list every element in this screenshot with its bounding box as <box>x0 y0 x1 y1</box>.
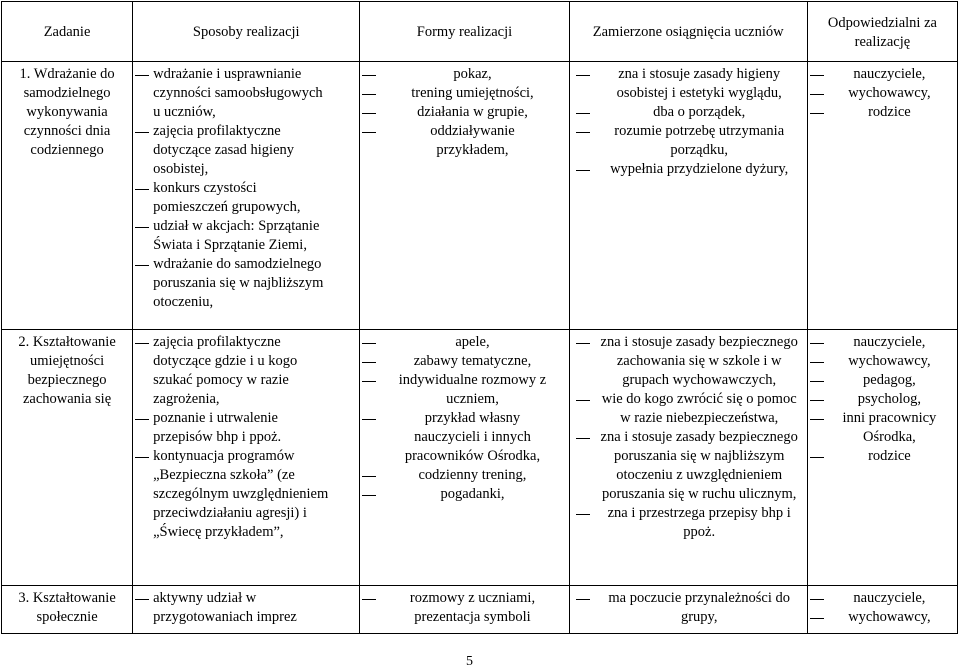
list-item-line: indywidualne rozmowy z <box>398 372 547 388</box>
list-item-line: Świata i Sprzątanie Ziemi, <box>153 237 307 253</box>
header-forms-label: Formy realizacji <box>416 24 513 40</box>
list-item-line: inni pracownicy <box>842 410 937 426</box>
dash-bullet-icon <box>135 457 149 458</box>
list-item-line: dotyczące zasad higieny <box>153 142 295 158</box>
list-item-line: dba o porządek, <box>653 104 746 120</box>
dash-bullet-icon <box>362 362 376 363</box>
list-item-line: zajęcia profilaktyczne <box>153 334 281 350</box>
list-item-line: szukać pomocy w razie <box>153 372 289 388</box>
list-item-line: konkurs czystości <box>153 180 257 196</box>
list-item <box>570 160 803 179</box>
list-item-line: zna i przestrzega przepisy bhp i <box>607 505 791 521</box>
list-item-line: rodzice <box>868 104 911 120</box>
responsible-list <box>808 330 957 466</box>
list-item-line: szczególnym uwzględnieniem <box>153 486 329 502</box>
list-item <box>360 352 564 371</box>
dash-bullet-icon <box>362 419 376 420</box>
dash-bullet-icon <box>135 75 149 76</box>
list-item <box>808 84 953 103</box>
task-line: społecznie <box>36 609 98 625</box>
task-cell <box>2 62 133 330</box>
list-item-line: ma poczucie przynależności do <box>608 590 790 606</box>
forms-cell <box>360 62 569 330</box>
dash-bullet-icon <box>135 343 149 344</box>
list-item-line: pracowników Ośrodka, <box>404 448 541 464</box>
list-item-line: otoczeniu, <box>153 294 214 310</box>
list-item <box>808 333 953 352</box>
dash-bullet-icon <box>810 94 824 95</box>
task-line: czynności dnia <box>23 123 111 139</box>
header-responsible <box>807 2 957 62</box>
list-item-line: trening umiejętności, <box>411 85 534 101</box>
dash-bullet-icon <box>135 599 149 600</box>
list-item-line: codzienny trening, <box>418 467 527 483</box>
forms-cell <box>360 330 569 586</box>
dash-bullet-icon <box>362 94 376 95</box>
list-item-line: poruszania się w najbliższym <box>614 448 785 464</box>
header-forms <box>360 2 569 62</box>
list-item-line: poruszania się w ruchu ulicznym, <box>601 486 797 502</box>
list-item <box>808 390 953 409</box>
list-item-line: przygotowaniach imprez <box>153 609 297 625</box>
dash-bullet-icon <box>362 113 376 114</box>
list-item-line: porządku, <box>670 142 728 158</box>
task-line: 1. Wdrażanie do <box>19 66 115 82</box>
list-item <box>570 333 803 390</box>
dash-bullet-icon <box>576 438 590 439</box>
list-item <box>808 409 953 447</box>
task-line: umiejętności <box>30 353 105 369</box>
list-item-line: zna i stosuje zasady bezpiecznego <box>600 429 798 445</box>
list-item <box>133 333 355 409</box>
dash-bullet-icon <box>576 170 590 171</box>
list-item-line: w razie niebezpieczeństwa, <box>620 410 779 426</box>
dash-bullet-icon <box>362 495 376 496</box>
list-item-line: nauczyciele, <box>853 66 926 82</box>
list-item <box>133 217 355 255</box>
table-row <box>2 62 958 330</box>
list-item <box>570 589 803 627</box>
list-item-line: rodzice <box>868 448 911 464</box>
header-responsible-line1: Odpowiedzialni za <box>827 14 937 31</box>
list-item <box>570 428 803 504</box>
list-item-line: rozumie potrzebę utrzymania <box>614 123 785 139</box>
header-achievements-label: Zamierzone osiągnięcia uczniów <box>592 24 784 40</box>
list-item-line: działania w grupie, <box>417 104 528 120</box>
list-item <box>570 122 803 160</box>
list-item-line: nauczyciele, <box>853 334 926 350</box>
list-item-line: wychowawcy, <box>848 85 931 101</box>
forms-list <box>360 586 568 627</box>
achievements-list <box>570 586 807 627</box>
task-cell <box>2 330 133 586</box>
achievements-cell <box>569 330 807 586</box>
list-item <box>360 589 564 627</box>
list-item-line: przykład własny <box>424 410 521 426</box>
methods-cell <box>133 330 360 586</box>
list-item <box>133 179 355 217</box>
dash-bullet-icon <box>135 419 149 420</box>
task-cell <box>2 586 133 634</box>
list-item-line: pogadanki, <box>440 486 505 502</box>
list-item <box>570 65 803 103</box>
list-item <box>133 65 355 122</box>
list-item-line: ppoż. <box>683 524 716 540</box>
list-item <box>133 409 355 447</box>
list-item-line: otoczeniu z uwzględnieniem <box>616 467 783 483</box>
plan-table <box>1 1 958 634</box>
list-item-line: przepisów bhp i ppoż. <box>153 429 282 445</box>
achievements-cell <box>569 62 807 330</box>
list-item-line: osobistej i estetyki wyglądu, <box>616 85 782 101</box>
list-item <box>133 589 355 627</box>
list-item-line: grupy, <box>680 609 718 625</box>
dash-bullet-icon <box>810 419 824 420</box>
list-item-line: zna i stosuje zasady bezpiecznego <box>600 334 798 350</box>
dash-bullet-icon <box>810 400 824 401</box>
dash-bullet-icon <box>576 514 590 515</box>
list-item-line: „Świecę przykładem”, <box>153 524 284 540</box>
list-item-line: zabawy tematyczne, <box>413 353 532 369</box>
methods-cell <box>133 62 360 330</box>
list-item <box>808 352 953 371</box>
list-item-line: dotyczące gdzie i u kogo <box>153 353 298 369</box>
achievements-list <box>570 62 807 179</box>
dash-bullet-icon <box>810 362 824 363</box>
list-item <box>570 103 803 122</box>
dash-bullet-icon <box>810 457 824 458</box>
list-item-line: „Bezpieczna szkoła” (ze <box>153 467 295 483</box>
dash-bullet-icon <box>362 132 376 133</box>
methods-list <box>133 62 359 312</box>
list-item-line: zajęcia profilaktyczne <box>153 123 281 139</box>
list-item <box>570 390 803 428</box>
list-item <box>133 447 355 542</box>
header-achievements <box>569 2 807 62</box>
page-number: 5 <box>466 654 473 669</box>
task-line: samodzielnego <box>23 85 111 101</box>
list-item-line: u uczniów, <box>153 104 216 120</box>
dash-bullet-icon <box>576 113 590 114</box>
header-task-label: Zadanie <box>43 24 91 40</box>
list-item-line: wychowawcy, <box>848 353 931 369</box>
dash-bullet-icon <box>362 343 376 344</box>
list-item-line: uczniem, <box>446 391 499 407</box>
dash-bullet-icon <box>362 476 376 477</box>
dash-bullet-icon <box>135 132 149 133</box>
list-item-line: nauczyciele, <box>853 590 926 606</box>
list-item-line: poznanie i utrwalenie <box>153 410 278 426</box>
list-item <box>360 371 564 409</box>
task-line: zachowania się <box>22 391 112 407</box>
responsible-cell <box>807 62 957 330</box>
list-item-line: nauczycieli i innych <box>414 429 531 445</box>
responsible-list <box>808 586 957 627</box>
dash-bullet-icon <box>576 599 590 600</box>
methods-list <box>133 586 359 627</box>
dash-bullet-icon <box>576 75 590 76</box>
list-item-line: zachowania się w szkole i w <box>616 353 782 369</box>
header-row <box>2 2 958 62</box>
list-item-line: wie do kogo zwrócić się o pomoc <box>601 391 797 407</box>
responsible-cell <box>807 586 957 634</box>
list-item <box>808 65 953 84</box>
list-item-line: zna i stosuje zasady higieny <box>618 66 781 82</box>
dash-bullet-icon <box>810 343 824 344</box>
dash-bullet-icon <box>576 132 590 133</box>
list-item-line: Ośrodka, <box>863 429 916 445</box>
dash-bullet-icon <box>810 618 824 619</box>
table-row <box>2 330 958 586</box>
list-item-line: aktywny udział w <box>153 590 257 606</box>
header-methods <box>133 2 360 62</box>
list-item-line: wypełnia przydzielone dyżury, <box>610 161 789 177</box>
list-item-line: przykładem, <box>436 142 509 158</box>
dash-bullet-icon <box>135 265 149 266</box>
list-item-line: udział w akcjach: Sprzątanie <box>153 218 320 234</box>
responsible-list <box>808 62 957 122</box>
achievements-cell <box>569 586 807 634</box>
list-item-line: czynności samoobsługowych <box>153 85 323 101</box>
forms-list <box>360 62 568 160</box>
task-line: wykonywania <box>26 104 108 120</box>
task-line: 2. Kształtowanie <box>18 334 116 350</box>
list-item-line: pedagog, <box>863 372 916 388</box>
dash-bullet-icon <box>362 381 376 382</box>
forms-list <box>360 330 568 504</box>
achievements-list <box>570 330 807 542</box>
forms-cell <box>360 586 569 634</box>
list-item-line: rozmowy z uczniami, <box>409 590 536 606</box>
list-item <box>133 255 355 312</box>
list-item <box>133 122 355 179</box>
task-line: codziennego <box>30 142 104 158</box>
dash-bullet-icon <box>135 227 149 228</box>
dash-bullet-icon <box>576 343 590 344</box>
methods-list <box>133 330 359 542</box>
list-item <box>808 103 953 122</box>
list-item <box>808 447 953 466</box>
list-item <box>360 485 564 504</box>
list-item <box>360 122 564 160</box>
list-item-line: oddziaływanie <box>430 123 515 139</box>
list-item-line: pokaz, <box>453 66 492 82</box>
responsible-cell <box>807 330 957 586</box>
list-item-line: wdrażanie do samodzielnego <box>153 256 322 272</box>
list-item <box>570 504 803 542</box>
header-methods-label: Sposoby realizacji <box>192 24 300 40</box>
list-item <box>360 466 564 485</box>
list-item-line: kontynuacja programów <box>153 448 295 464</box>
header-responsible-line2: realizację <box>854 33 911 50</box>
list-item <box>360 103 564 122</box>
list-item-line: wdrażanie i usprawnianie <box>153 66 302 82</box>
list-item <box>360 333 564 352</box>
dash-bullet-icon <box>576 400 590 401</box>
list-item-line: grupach wychowawczych, <box>622 372 777 388</box>
list-item <box>808 608 953 627</box>
task-line: 3. Kształtowanie <box>18 590 116 606</box>
list-item <box>360 84 564 103</box>
dash-bullet-icon <box>810 113 824 114</box>
dash-bullet-icon <box>362 599 376 600</box>
list-item-line: zagrożenia, <box>153 391 220 407</box>
list-item <box>360 409 564 466</box>
methods-cell <box>133 586 360 634</box>
dash-bullet-icon <box>135 189 149 190</box>
list-item <box>808 371 953 390</box>
header-task <box>2 2 133 62</box>
dash-bullet-icon <box>810 599 824 600</box>
dash-bullet-icon <box>810 381 824 382</box>
list-item <box>360 65 564 84</box>
list-item-line: psycholog, <box>857 391 922 407</box>
list-item-line: osobistej, <box>153 161 209 177</box>
list-item-line: wychowawcy, <box>848 609 931 625</box>
dash-bullet-icon <box>810 75 824 76</box>
list-item <box>808 589 953 608</box>
list-item-line: poruszania się w najbliższym <box>153 275 324 291</box>
list-item-line: apele, <box>455 334 490 350</box>
dash-bullet-icon <box>362 75 376 76</box>
task-line: bezpiecznego <box>27 372 107 388</box>
list-item-line: przeciwdziałaniu agresji) i <box>153 505 307 521</box>
list-item-line: pomieszczeń grupowych, <box>153 199 301 215</box>
list-item-line: prezentacja symboli <box>414 609 531 625</box>
table-row <box>2 586 958 634</box>
